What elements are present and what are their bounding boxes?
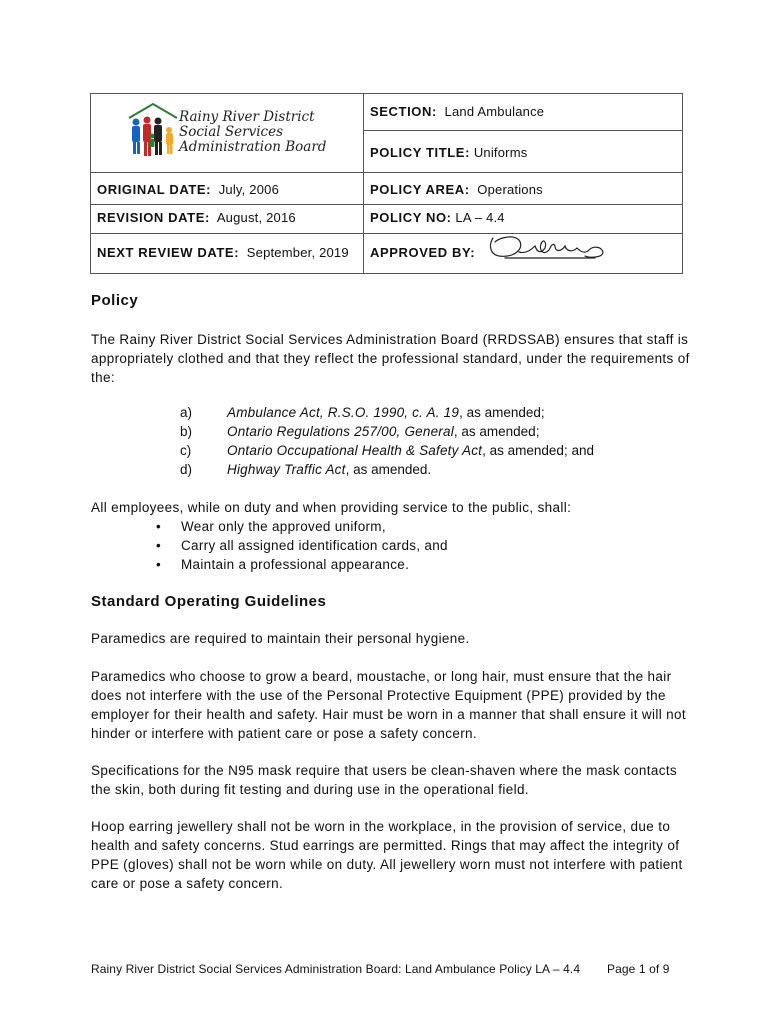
list-item (156, 517, 448, 536)
policy-area-label: POLICY AREA: (370, 182, 470, 197)
page-number: Page 1 of 9 (607, 962, 670, 976)
bullet-icon: • (156, 557, 162, 572)
policy-title-value: Uniforms (473, 145, 528, 160)
list-item-label: a) (180, 405, 193, 420)
bullet-icon: • (156, 519, 162, 534)
list-item (180, 460, 594, 479)
act-title: Ontario Regulations 257/00, General (227, 424, 454, 439)
policy-no-label: POLICY NO: (370, 210, 452, 225)
policy-no-field (370, 210, 505, 225)
sog-paragraph-1: Paramedics are required to maintain their personal hygiene. (91, 631, 470, 646)
sog-paragraph-2: Paramedics who choose to grow a beard, moustache, or long hair, must ensure that the hair does not interfere with the use of the Personal Protective Equipment (PPE) provided by the employer for their health and safety. Hair must be worn in a manner that shall ensure it will not hinder or interfere with patient care or pose a safety concern. (91, 669, 686, 741)
bullet-icon: • (156, 538, 162, 553)
original-date-label: ORIGINAL DATE: (97, 182, 212, 197)
policy-no-value: LA – 4.4 (455, 210, 505, 225)
legislation-list (180, 403, 594, 479)
policy-title-label: POLICY TITLE: (370, 145, 471, 160)
sog-heading: Standard Operating Guidelines (91, 593, 327, 610)
next-review-label: NEXT REVIEW DATE: (97, 245, 240, 260)
list-item (156, 536, 448, 555)
list-item (156, 555, 448, 574)
original-date-field (97, 182, 279, 197)
act-suffix: , as amended. (345, 462, 432, 477)
approved-by-field (370, 245, 475, 260)
list-item (180, 403, 594, 422)
bullet-text: Wear only the approved uniform, (181, 519, 386, 534)
policy-title-field (370, 145, 527, 160)
list-item-label: d) (180, 462, 193, 477)
section-value: Land Ambulance (444, 104, 545, 119)
revision-date-value: August, 2016 (216, 210, 296, 225)
policy-area-field (370, 182, 543, 197)
policy-area-value: Operations (477, 182, 543, 197)
logo-line-2: Social Services (179, 124, 284, 140)
section-field (370, 104, 544, 119)
organization-logo (127, 102, 327, 160)
sog-paragraph-3: Specifications for the N95 mask require that users be clean-shaven where the mask contacts the skin, both during fit testing and during use in the operational field. (91, 763, 678, 797)
next-review-field (97, 245, 349, 260)
policy-intro: The Rainy River District Social Services Administration Board (RRDSSAB) ensures that staff is appropriately clothed and that they reflect the professional standard, under the requirements of the: (91, 332, 690, 385)
next-review-value: September, 2019 (246, 245, 349, 260)
act-title: Ambulance Act, R.S.O. 1990, c. A. 19 (227, 405, 460, 420)
original-date-value: July, 2006 (218, 182, 280, 197)
footer-text: Rainy River District Social Services Administration Board: Land Ambulance Policy LA – 4.4 (91, 962, 581, 976)
list-item-label: c) (180, 443, 192, 458)
family-house-logo-icon (127, 102, 179, 160)
list-item (180, 441, 594, 460)
approver-signature (485, 230, 610, 264)
policy-heading: Policy (91, 292, 139, 309)
act-suffix: , as amended; (459, 405, 545, 420)
logo-line-3: Administration Board (179, 139, 327, 155)
duty-bullet-list (156, 517, 448, 574)
revision-date-field (97, 210, 296, 225)
logo-line-1: Rainy River District (179, 109, 315, 125)
section-label: SECTION: (370, 104, 437, 119)
bullet-text: Carry all assigned identification cards, and (181, 538, 448, 553)
sog-paragraph-4: Hoop earring jewellery shall not be worn in the workplace, in the provision of service, due to health and safety concerns. Stud earrings are permitted. Rings that may affect the integrity of PPE (gloves) shall not be worn while on duty. All jewellery worn must not interfere with patient care or pose a safety concern. (91, 819, 683, 891)
list-item-label: b) (180, 424, 193, 439)
bullet-text: Maintain a professional appearance. (181, 557, 410, 572)
list-item (180, 422, 594, 441)
act-suffix: , as amended; and (482, 443, 594, 458)
revision-date-label: REVISION DATE: (97, 210, 210, 225)
employees-intro: All employees, while on duty and when providing service to the public, shall: (91, 500, 572, 515)
logo-text (179, 110, 326, 155)
act-title: Ontario Occupational Health & Safety Act (227, 443, 483, 458)
act-suffix: , as amended; (453, 424, 540, 439)
act-title: Highway Traffic Act (227, 462, 346, 477)
approved-by-label: APPROVED BY: (370, 245, 476, 260)
